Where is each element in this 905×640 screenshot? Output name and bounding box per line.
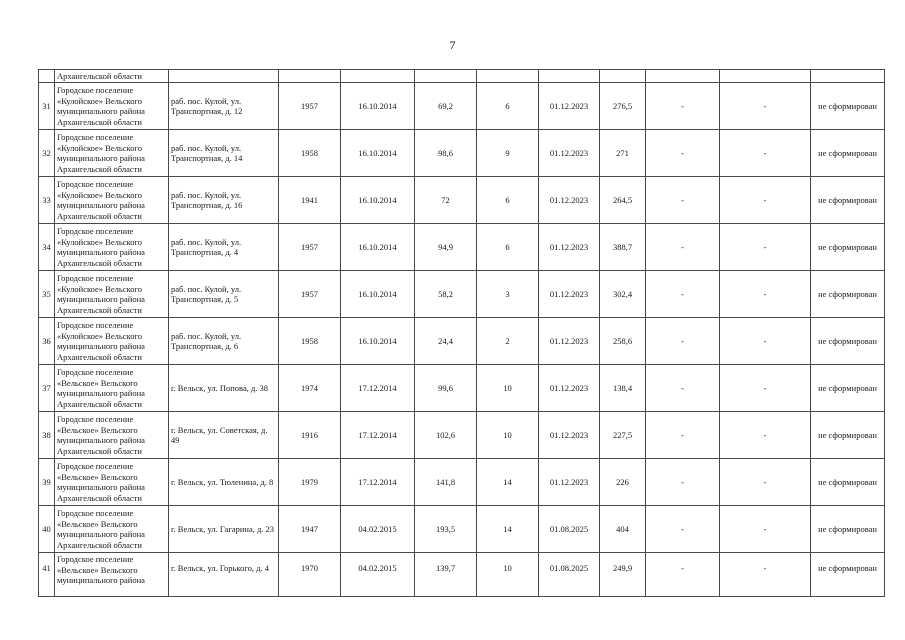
cell-dash-2: - [720, 365, 811, 412]
address-text: раб. пос. Кулой, ул. Транспортная, д. 6 [171, 330, 242, 351]
cell-value: 258,6 [600, 318, 646, 365]
settlement-line: Архангельской области [57, 398, 142, 409]
address-text: г. Вельск, ул. Попова, д. 38 [171, 382, 269, 393]
cell-count: 6 [477, 177, 539, 224]
settlement-line: Архангельской области [57, 492, 142, 503]
cell-num: 39 [39, 459, 55, 506]
table-row [39, 130, 885, 177]
settlement-line: муниципального района [57, 341, 145, 351]
settlement-line: «Вельское» Вельского [57, 424, 138, 435]
cell-count [477, 70, 539, 83]
cell-deadline: 01.12.2023 [539, 318, 600, 365]
cell-area: 141,8 [415, 459, 477, 506]
cell-status: не сформирован [811, 506, 885, 553]
cell-settlement [55, 318, 169, 365]
cell-deadline: 01.12.2023 [539, 130, 600, 177]
settlement-line: Городское поселение [57, 179, 134, 189]
address-text: раб. пос. Кулой, ул. Транспортная, д. 4 [171, 236, 242, 257]
settlement-line: муниципального района [57, 247, 145, 257]
settlement-line: Архангельской области [57, 210, 142, 221]
cell-deadline: 01.12.2023 [539, 412, 600, 459]
cell-date: 16.10.2014 [341, 318, 415, 365]
cell-address [169, 365, 279, 412]
settlement-line: муниципального района [57, 435, 145, 445]
cell-date: 16.10.2014 [341, 224, 415, 271]
cell-dash-1: - [646, 553, 720, 597]
settlement-line: Городское поселение [57, 414, 134, 424]
cell-area: 94,9 [415, 224, 477, 271]
cell-settlement [55, 506, 169, 553]
table-row [39, 553, 885, 597]
cell-status: не сформирован [811, 83, 885, 130]
cell-num: 32 [39, 130, 55, 177]
cell-settlement [55, 412, 169, 459]
cell-status: не сформирован [811, 365, 885, 412]
cell-settlement [55, 271, 169, 318]
cell-settlement [55, 553, 169, 597]
address-text: г. Вельск, ул. Советская, д. 49 [171, 424, 268, 445]
cell-settlement [55, 83, 169, 130]
cell-value: 249,9 [600, 553, 646, 597]
cell-date: 16.10.2014 [341, 130, 415, 177]
address-text: г. Вельск, ул. Горького, д. 4 [171, 563, 269, 573]
address-text: г. Вельск, ул. Тюленина, д. 8 [171, 476, 274, 487]
cell-deadline: 01.12.2023 [539, 271, 600, 318]
cell-dash-2: - [720, 553, 811, 597]
table-row [39, 412, 885, 459]
cell-area: 193,5 [415, 506, 477, 553]
cell-num: 35 [39, 271, 55, 318]
cell-address [169, 130, 279, 177]
cell-deadline: 01.12.2023 [539, 177, 600, 224]
settlement-line: Городское поселение [57, 508, 134, 518]
address-text: раб. пос. Кулой, ул. Транспортная, д. 14 [171, 142, 243, 163]
cell-status: не сформирован [811, 130, 885, 177]
cell-count: 6 [477, 83, 539, 130]
cell-value: 302,4 [600, 271, 646, 318]
cell-dash-2: - [720, 130, 811, 177]
cell-area: 139,7 [415, 553, 477, 597]
settlement-line: «Кулойское» Вельского [57, 283, 142, 294]
cell-count: 9 [477, 130, 539, 177]
cell-status: не сформирован [811, 412, 885, 459]
settlement-line: «Вельское» Вельского [57, 518, 138, 529]
cell-dash-1: - [646, 506, 720, 553]
cell-value: 404 [600, 506, 646, 553]
cell-address [169, 459, 279, 506]
cell-area: 69,2 [415, 83, 477, 130]
cell-dash-1: - [646, 224, 720, 271]
cell-value: 226 [600, 459, 646, 506]
cell-value: 264,5 [600, 177, 646, 224]
cell-area: 58,2 [415, 271, 477, 318]
cell-deadline: 01.08.2025 [539, 553, 600, 597]
cell-deadline: 01.12.2023 [539, 83, 600, 130]
cell-num: 33 [39, 177, 55, 224]
cell-dash-1: - [646, 130, 720, 177]
cell-status: не сформирован [811, 318, 885, 365]
settlement-line: «Кулойское» Вельского [57, 142, 142, 153]
cell-count: 3 [477, 271, 539, 318]
settlement-line: муниципального района [57, 575, 145, 585]
cell-status: не сформирован [811, 177, 885, 224]
settlement-line: «Вельское» Вельского [57, 564, 138, 575]
cell-value [600, 70, 646, 83]
table-row [39, 224, 885, 271]
cell-value: 138,4 [600, 365, 646, 412]
cell-status: не сформирован [811, 224, 885, 271]
cell-num: 37 [39, 365, 55, 412]
cell-num: 34 [39, 224, 55, 271]
cell-dash-1 [646, 70, 720, 83]
settlement-line: муниципального района [57, 388, 145, 398]
cell-area: 99,6 [415, 365, 477, 412]
cell-address [169, 224, 279, 271]
cell-count: 14 [477, 506, 539, 553]
cell-settlement [55, 224, 169, 271]
address-text: г. Вельск, ул. Гагарина, д. 23 [171, 523, 275, 534]
settlement-line: «Кулойское» Вельского [57, 236, 142, 247]
cell-status: не сформирован [811, 553, 885, 597]
cell-deadline: 01.08.2025 [539, 506, 600, 553]
cell-area: 102,6 [415, 412, 477, 459]
settlement-line: Архангельской области [57, 116, 142, 127]
cell-dash-2: - [720, 224, 811, 271]
settlement-line: муниципального района [57, 106, 145, 116]
cell-address [169, 70, 279, 83]
settlement-line: муниципального района [57, 482, 145, 492]
cell-deadline [539, 70, 600, 83]
cell-area [415, 70, 477, 83]
settlement-line: Архангельской области [57, 445, 142, 456]
cell-num: 40 [39, 506, 55, 553]
cell-address [169, 412, 279, 459]
cell-year: 1979 [279, 459, 341, 506]
cell-area: 98,6 [415, 130, 477, 177]
table-row [39, 271, 885, 318]
cell-year: 1957 [279, 224, 341, 271]
settlement-line: «Вельское» Вельского [57, 471, 138, 482]
settlement-line: «Вельское» Вельского [57, 377, 138, 388]
settlement-line: «Кулойское» Вельского [57, 330, 142, 341]
settlement-line: Городское поселение [57, 226, 134, 236]
cell-address [169, 177, 279, 224]
cell-dash-1: - [646, 83, 720, 130]
settlement-line: Городское поселение [57, 554, 134, 564]
cell-num: 38 [39, 412, 55, 459]
cell-count: 10 [477, 365, 539, 412]
cell-deadline: 01.12.2023 [539, 365, 600, 412]
cell-count: 6 [477, 224, 539, 271]
cell-deadline: 01.12.2023 [539, 224, 600, 271]
settlement-line: муниципального района [57, 294, 145, 304]
cell-date: 17.12.2014 [341, 459, 415, 506]
settlement-line: Городское поселение [57, 132, 134, 142]
cell-address [169, 318, 279, 365]
cell-num: 41 [39, 553, 55, 597]
table-row [39, 459, 885, 506]
cell-year: 1947 [279, 506, 341, 553]
settlement-line: Городское поселение [57, 461, 134, 471]
settlement-line: Архангельской области [57, 257, 142, 268]
cell-address [169, 553, 279, 597]
cell-date: 16.10.2014 [341, 271, 415, 318]
cell-settlement [55, 459, 169, 506]
cell-date [341, 70, 415, 83]
settlement-line: Архангельской области [57, 163, 142, 174]
cell-date: 04.02.2015 [341, 553, 415, 597]
cell-year: 1970 [279, 553, 341, 597]
settlement-line: Городское поселение [57, 320, 134, 330]
cell-dash-2: - [720, 177, 811, 224]
settlement-line: «Кулойское» Вельского [57, 189, 142, 200]
cell-settlement [55, 130, 169, 177]
page-number: 7 [449, 38, 456, 52]
cell-year: 1957 [279, 271, 341, 318]
cell-dash-2: - [720, 271, 811, 318]
cell-date: 17.12.2014 [341, 412, 415, 459]
cell-dash-2 [720, 70, 811, 83]
cell-value: 388,7 [600, 224, 646, 271]
table-body [39, 70, 885, 597]
settlement-line: Архангельской области [57, 304, 142, 315]
cell-dash-1: - [646, 365, 720, 412]
cell-deadline: 01.12.2023 [539, 459, 600, 506]
settlement-line: Архангельской области [57, 351, 142, 362]
cell-value: 276,5 [600, 83, 646, 130]
cell-date: 16.10.2014 [341, 177, 415, 224]
cell-value: 271 [600, 130, 646, 177]
cell-status [811, 70, 885, 83]
cell-year: 1957 [279, 83, 341, 130]
cell-dash-2: - [720, 459, 811, 506]
cell-count: 10 [477, 553, 539, 597]
cell-value: 227,5 [600, 412, 646, 459]
settlement-line: Архангельской области [57, 539, 142, 550]
cell-dash-2: - [720, 412, 811, 459]
cell-num: 36 [39, 318, 55, 365]
settlement-line: муниципального района [57, 153, 145, 163]
cell-year: 1958 [279, 318, 341, 365]
table-row [39, 318, 885, 365]
table-row [39, 365, 885, 412]
cell-dash-1: - [646, 412, 720, 459]
cell-num [39, 70, 55, 83]
cell-date: 04.02.2015 [341, 506, 415, 553]
cell-area: 72 [415, 177, 477, 224]
table-row [39, 177, 885, 224]
cell-dash-1: - [646, 318, 720, 365]
cell-status: не сформирован [811, 271, 885, 318]
address-text: раб. пос. Кулой, ул. Транспортная, д. 5 [171, 283, 242, 304]
address-text: раб. пос. Кулой, ул. Транспортная, д. 12 [171, 95, 243, 116]
cell-date: 17.12.2014 [341, 365, 415, 412]
cell-num: 31 [39, 83, 55, 130]
cell-year: 1974 [279, 365, 341, 412]
cell-count: 10 [477, 412, 539, 459]
settlement-line: Городское поселение [57, 85, 134, 95]
cell-dash-1: - [646, 177, 720, 224]
cell-area: 24,4 [415, 318, 477, 365]
cell-dash-1: - [646, 271, 720, 318]
settlement-line: муниципального района [57, 200, 145, 210]
cell-dash-2: - [720, 506, 811, 553]
cell-dash-2: - [720, 318, 811, 365]
cell-settlement [55, 177, 169, 224]
cell-count: 2 [477, 318, 539, 365]
settlement-line: Городское поселение [57, 273, 134, 283]
cell-year: 1916 [279, 412, 341, 459]
table-row [39, 83, 885, 130]
cell-year: 1941 [279, 177, 341, 224]
cell-dash-1: - [646, 459, 720, 506]
cell-settlement [55, 365, 169, 412]
table-row [39, 506, 885, 553]
settlement-line: муниципального района [57, 529, 145, 539]
cell-address [169, 506, 279, 553]
housing-registry-table [38, 69, 885, 597]
settlement-line: «Кулойское» Вельского [57, 95, 142, 106]
cell-year [279, 70, 341, 83]
cell-address [169, 271, 279, 318]
continuation-row [39, 70, 885, 83]
cell-dash-2: - [720, 83, 811, 130]
cell-address [169, 83, 279, 130]
cell-status: не сформирован [811, 459, 885, 506]
cell-count: 14 [477, 459, 539, 506]
address-text: раб. пос. Кулой, ул. Транспортная, д. 16 [171, 189, 243, 210]
cell-year: 1958 [279, 130, 341, 177]
settlement-line: Городское поселение [57, 367, 134, 377]
cell-settlement: Архангельской области [55, 70, 169, 83]
cell-date: 16.10.2014 [341, 83, 415, 130]
